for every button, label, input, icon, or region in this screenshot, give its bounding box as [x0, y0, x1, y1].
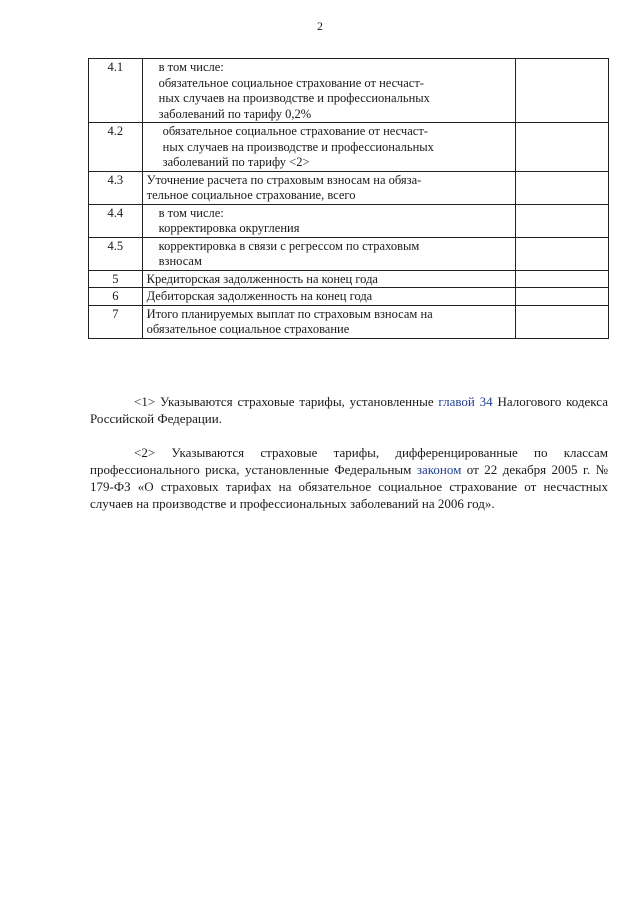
- row-value-cell: [515, 288, 608, 306]
- footnote-2-link[interactable]: законом: [416, 462, 462, 477]
- table-row: [89, 123, 609, 172]
- row-number: 6: [89, 288, 143, 306]
- row-number: 5: [89, 270, 143, 288]
- description-line: ных случаев на производстве и профессиональных: [162, 139, 434, 154]
- description-line: обязательное социальное страхование от несчаст-: [158, 75, 424, 90]
- row-description: [142, 123, 515, 172]
- row-value-cell: [515, 59, 608, 123]
- footnote-2: [90, 444, 608, 512]
- table-row: [89, 204, 609, 237]
- table-row: [89, 59, 609, 123]
- description-line: взносам: [158, 254, 202, 268]
- description-line: обязательное социальное страхование от несчаст-: [162, 124, 428, 138]
- row-number: 4.1: [89, 59, 143, 123]
- row-value-cell: [515, 171, 608, 204]
- footnote-1: [90, 393, 608, 427]
- row-value-cell: [515, 270, 608, 288]
- footnote-1-link[interactable]: главой 34: [438, 394, 493, 409]
- row-description: [142, 59, 515, 123]
- row-number: 4.5: [89, 237, 143, 270]
- row-value-cell: [515, 305, 608, 338]
- row-description: [142, 204, 515, 237]
- description-line: заболеваний по тарифу <2>: [162, 155, 310, 169]
- table-row: [89, 171, 609, 204]
- footnotes: [90, 393, 608, 529]
- table-row: [89, 237, 609, 270]
- page-number: 2: [317, 19, 323, 33]
- row-description: [142, 270, 515, 288]
- description-line: заболеваний по тарифу 0,2%: [158, 106, 312, 121]
- table-row: [89, 288, 609, 306]
- table-row: [89, 270, 609, 288]
- footnote-1-text-end: Налогового кодекса Российской Федерации.: [90, 394, 609, 426]
- description-line: в том числе:: [158, 60, 224, 74]
- row-description: [142, 237, 515, 270]
- description-line: тельное социальное страхование, всего: [146, 188, 356, 202]
- description-line: корректировка округления: [158, 221, 300, 235]
- row-value-cell: [515, 204, 608, 237]
- description-line: в том числе:: [158, 205, 224, 220]
- row-description: [142, 171, 515, 204]
- description-line: корректировка в связи с регрессом по страховым: [158, 238, 420, 253]
- row-value-cell: [515, 123, 608, 172]
- description-line: Итого планируемых выплат по страховым взносам на: [146, 306, 433, 321]
- row-number: 4.4: [89, 204, 143, 237]
- row-number: 7: [89, 305, 143, 338]
- description-line: Уточнение расчета по страховым взносам на обяза-: [146, 172, 422, 187]
- footnote-1-text-start: <1> Указываются страховые тарифы, установленные: [134, 394, 439, 409]
- description-line: Кредиторская задолженность на конец года: [146, 271, 378, 286]
- footnote-2-text-start: <2> Указываются страховые тарифы, дифференцированные по классам профессионального риска, установленные Федеральным: [90, 445, 608, 477]
- row-description: [142, 288, 515, 306]
- table-body: [89, 59, 609, 339]
- planned-payments-table: [88, 58, 609, 339]
- description-line: обязательное социальное страхование: [146, 322, 350, 336]
- table-row: [89, 305, 609, 338]
- description-line: Дебиторская задолженность на конец года: [146, 289, 373, 303]
- row-number: 4.2: [89, 123, 143, 172]
- row-value-cell: [515, 237, 608, 270]
- row-number: 4.3: [89, 171, 143, 204]
- row-description: [142, 305, 515, 338]
- footnote-2-text-end: от 22 декабря 2005 г. № 179-ФЗ «О страховых тарифах на обязательное социальное страхование от несчастных случаев на производстве и профессиональных заболеваний на 2006 год».: [90, 462, 608, 511]
- description-line: ных случаев на производстве и профессиональных: [158, 91, 430, 105]
